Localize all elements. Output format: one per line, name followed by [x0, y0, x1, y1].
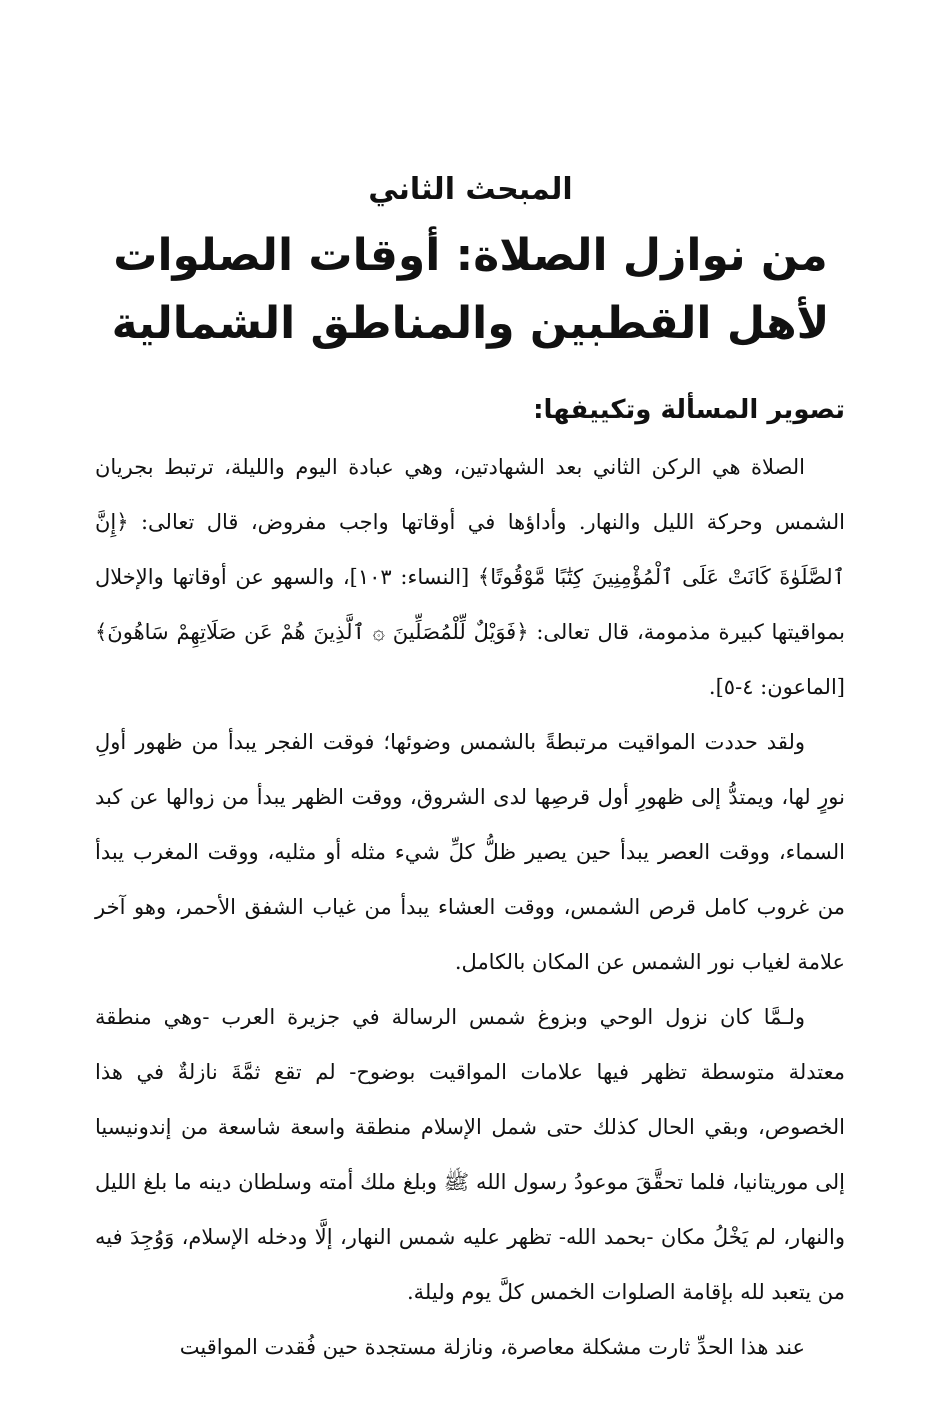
paragraph-3: ولـمَّا كان نزول الوحي وبزوغ شمس الرسالة في جزيرة العرب -وهي منطقة معتدلة متوسطة تظهر فيها علامات المواقيت بوضوح- لم تقع ثمَّةَ نازلةٌ في هذا الخصوص، وبقي الحال كذلك حتى شمل الإسلام منطقة واسعة شاسعة من إندونيسيا إلى موريتانيا، فلما تحقَّقَ موعودُ رسول الله ﷺ وبلغ ملك أمته وسلطان دينه ما بلغ الليل والنهار، لم يَخْلُ مكان -بحمد الله- تظهر عليه شمس النهار، إلَّا ودخله الإسلام، وَوُجِدَ فيه من يتعبد لله بإقامة الصلوات الخمس كلَّ يوم وليلة. — [95, 1005, 845, 1304]
chapter-title-line-1: من نوازل الصلاة: أوقات الصلوات — [113, 230, 828, 281]
body-text — [95, 440, 845, 1375]
paragraph-1: الصلاة هي الركن الثاني بعد الشهادتين، وهي عبادة اليوم والليلة، ترتبط بجريان الشمس وحركة الليل والنهار. وأداؤها في أوقاتها واجب مفروض، قال تعالى: ﴿إِنَّ ٱلصَّلَوٰةَ كَانَتْ عَلَى ٱلْمُؤْمِنِينَ كِتَٰبًا مَّوْقُوتًا﴾ [النساء: ١٠٣]، والسهو عن أوقاتها والإخلال بمواقيتها كبيرة مذمومة، قال تعالى: ﴿فَوَيْلٌ لِّلْمُصَلِّينَ ۞ ٱلَّذِينَ هُمْ عَن صَلَاتِهِمْ سَاهُونَ﴾ [الماعون: ٤-٥]. — [95, 455, 845, 699]
paragraph-4: عند هذا الحدِّ ثارت مشكلة معاصرة، ونازلة مستجدة حين فُقدت المواقيت — [179, 1335, 805, 1359]
paragraph-2: ولقد حددت المواقيت مرتبطةً بالشمس وضوئها؛ فوقت الفجر يبدأ من ظهور أولِ نورٍ لها، ويمتدُّ إلى ظهورِ أول قرصِها لدى الشروق، ووقت الظهر يبدأ من زوالها عن كبد السماء، ووقت العصر يبدأ حين يصير ظلُّ كلِّ شيء مثله أو مثليه، ووقت المغرب يبدأ من غروب كامل قرص الشمس، ووقت العشاء يبدأ من غياب الشفق الأحمر، وهو آخر علامة لغياب نور الشمس عن المكان بالكامل. — [95, 730, 846, 974]
section-heading: تصوير المسألة وتكييفها: — [533, 395, 845, 425]
chapter-title-line-2: لأهل القطبين والمناطق الشمالية — [111, 298, 830, 349]
chapter-subtitle: المبحث الثاني — [368, 172, 573, 207]
